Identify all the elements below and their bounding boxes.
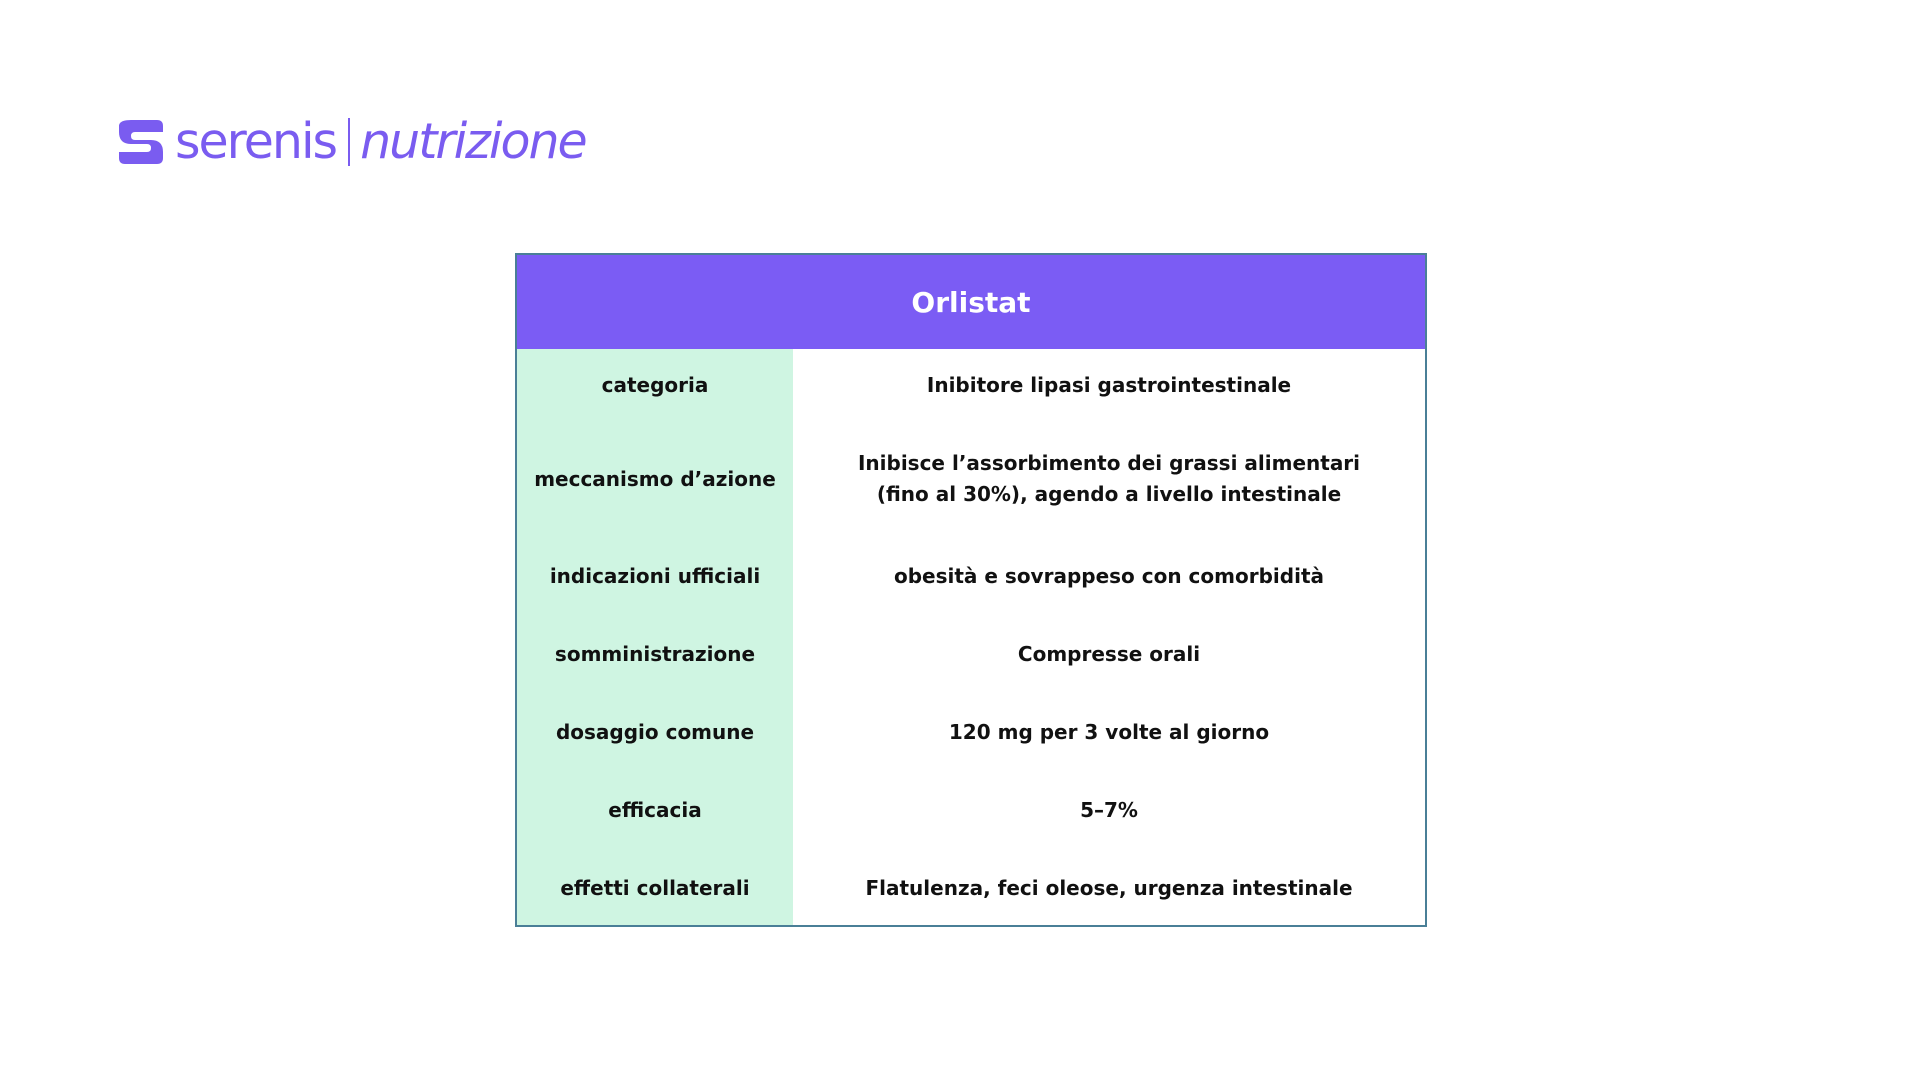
table-header <box>517 255 1425 349</box>
row-value: Flatulenza, feci oleose, urgenza intestinale <box>865 875 1353 900</box>
table-row <box>517 615 1425 693</box>
serenis-s-logo-icon <box>117 118 165 166</box>
row-value: obesità e sovrappeso con comorbidità <box>893 563 1324 588</box>
drug-info-table <box>515 253 1427 927</box>
row-label: indicazioni ufficiali <box>549 564 761 588</box>
row-label: somministrazione <box>554 642 756 666</box>
table-row <box>517 771 1425 849</box>
table-row <box>517 537 1425 615</box>
brand-logo <box>117 113 586 170</box>
row-label: effetti collaterali <box>560 876 750 900</box>
table-row <box>517 693 1425 771</box>
logo-divider <box>348 118 350 166</box>
row-value: 5–7% <box>1080 797 1138 822</box>
row-value: Inibitore lipasi gastrointestinale <box>926 372 1292 397</box>
row-label: dosaggio comune <box>555 720 755 744</box>
row-label: categoria <box>601 373 709 397</box>
row-value: 120 mg per 3 volte al giorno <box>948 719 1270 744</box>
table-row <box>517 421 1425 537</box>
brand-name: serenis <box>175 113 337 170</box>
table-row <box>517 849 1425 927</box>
row-label: efficacia <box>608 798 702 822</box>
row-value: Compresse orali <box>1017 641 1201 666</box>
table-row <box>517 349 1425 421</box>
row-value: Inibisce l’assorbimento dei grassi alimentari (fino al 30%), agendo a livello intestinale <box>857 451 1361 506</box>
table-title: Orlistat <box>911 285 1031 319</box>
product-name: nutrizione <box>360 113 586 170</box>
row-label: meccanismo d’azione <box>534 467 776 491</box>
table-body <box>517 349 1425 927</box>
